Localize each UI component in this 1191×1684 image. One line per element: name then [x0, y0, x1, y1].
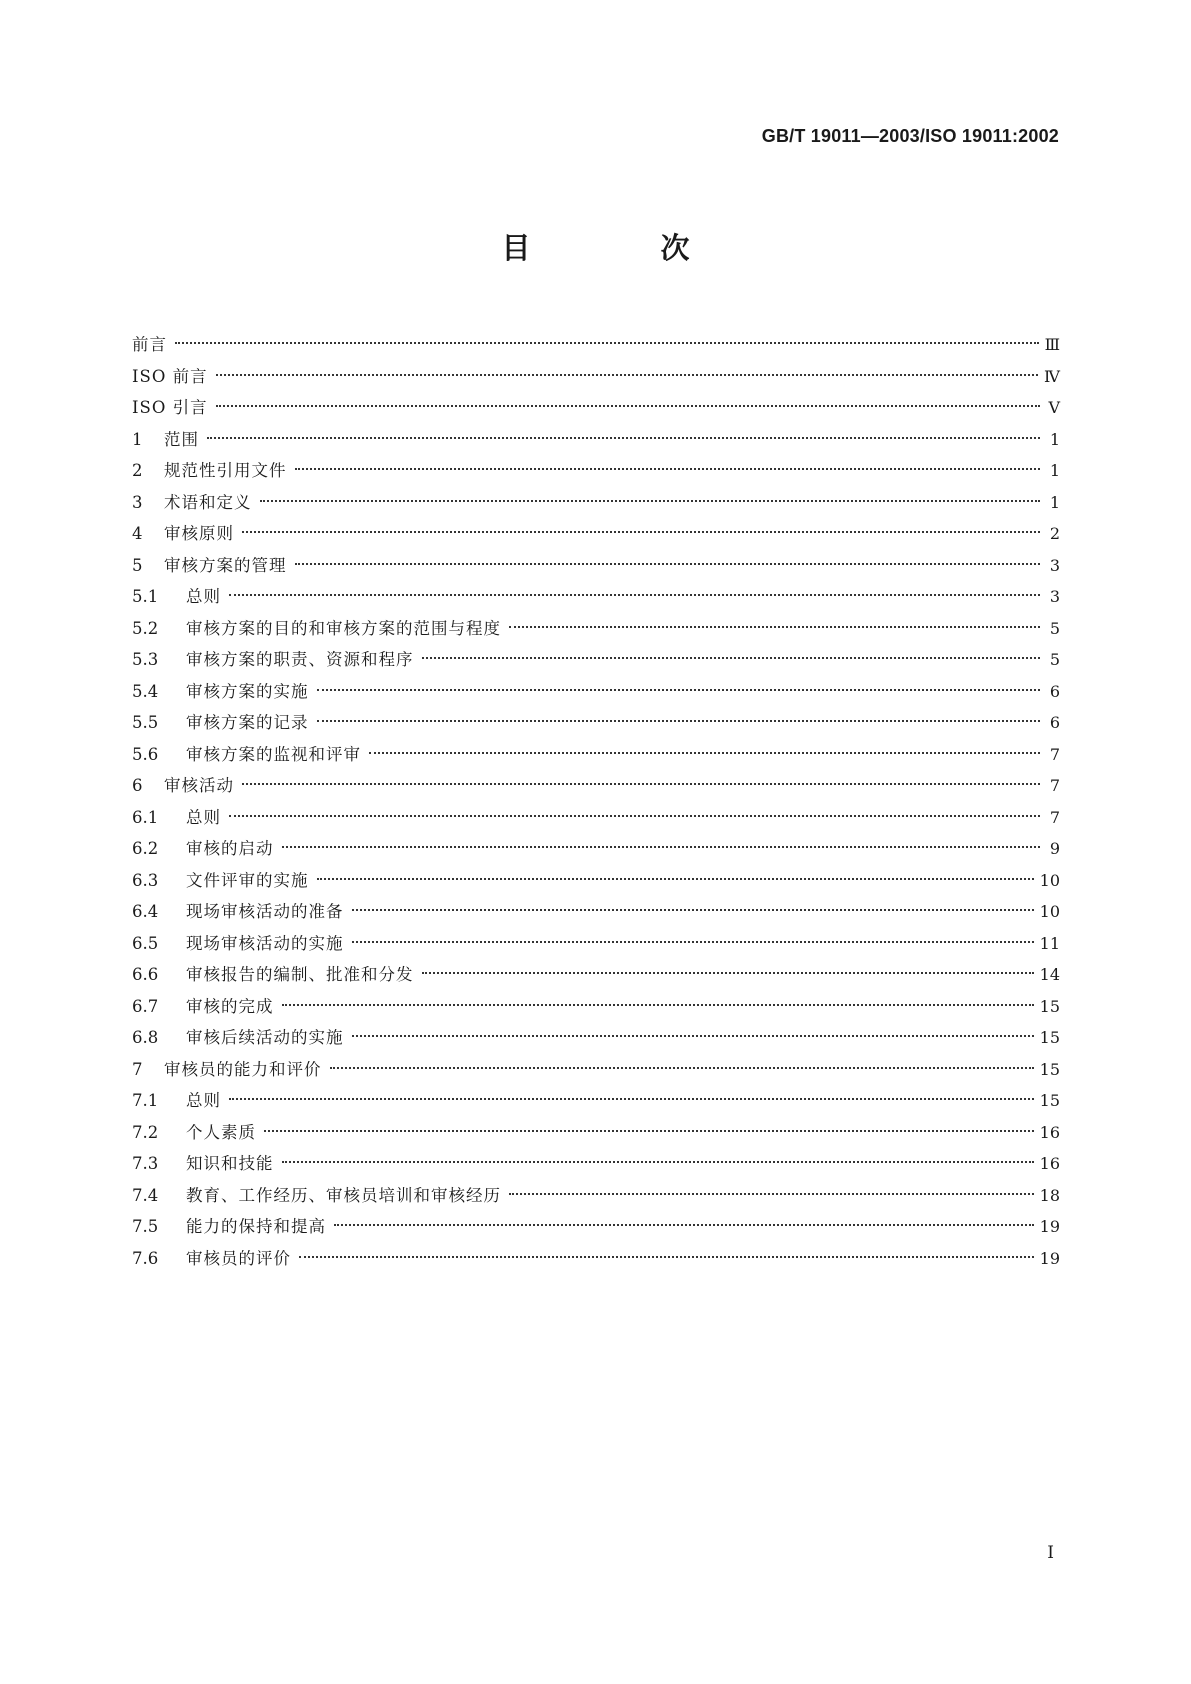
toc-entry-title: 审核后续活动的实施: [186, 1028, 344, 1047]
toc-dot-leader: [229, 795, 1040, 817]
toc-entry-number: 6.4: [132, 902, 159, 921]
toc-entry-number: 5.3: [132, 650, 159, 669]
toc-dot-leader: [317, 669, 1041, 691]
toc-entry-number: 5.4: [132, 681, 159, 701]
toc-entry-page: Ⅴ: [1048, 398, 1060, 417]
toc-entry-number: 7.1: [132, 1091, 159, 1110]
toc-entry-number: 5.5: [132, 713, 159, 732]
toc-dot-leader: [295, 448, 1041, 470]
standard-number-header: GB/T 19011—2003/ISO 19011:2002: [761, 126, 1059, 146]
toc-entry-page: 16: [1039, 1154, 1060, 1173]
toc-entry-page: 15: [1039, 1091, 1060, 1110]
toc-entry-title: 审核方案的监视和评审: [186, 744, 361, 764]
toc-dot-leader: [295, 543, 1041, 565]
toc-entry-title: 教育、工作经历、审核员培训和审核经历: [186, 1185, 501, 1205]
toc-entry-page: 19: [1039, 1248, 1060, 1268]
toc-entry-page: 19: [1039, 1217, 1060, 1236]
toc-entry-title: 总则: [186, 807, 221, 827]
page-title: 目 次: [501, 231, 750, 265]
toc-entry-page: 1: [1049, 429, 1060, 449]
toc-entry-title: 规范性引用文件: [164, 461, 287, 480]
table-of-contents: [132, 328, 1060, 1273]
toc-entry-page: 6: [1049, 713, 1060, 732]
toc-entry-number: 6.5: [132, 933, 159, 953]
toc-entry-title: 审核报告的编制、批准和分发: [186, 965, 414, 984]
toc-entry-page: 7: [1049, 776, 1060, 795]
toc-entry-page: 6: [1049, 681, 1060, 701]
toc-dot-leader: [229, 1078, 1034, 1100]
toc-entry-title: ISO 前言: [132, 366, 208, 386]
toc-entry-number: 7.2: [132, 1122, 159, 1142]
toc-dot-leader: [330, 1047, 1034, 1069]
toc-dot-leader: [207, 417, 1040, 439]
toc-dot-leader: [422, 952, 1034, 974]
toc-dot-leader: [282, 984, 1034, 1006]
toc-entry-title: 审核方案的记录: [186, 713, 309, 732]
toc-dot-leader: [509, 606, 1040, 628]
toc-entry-page: 18: [1039, 1185, 1060, 1205]
toc-dot-leader: [282, 826, 1041, 848]
toc-entry-title: 审核员的能力和评价: [164, 1059, 322, 1079]
toc-entry-title: 前言: [132, 335, 167, 354]
toc-dot-leader: [242, 763, 1040, 785]
toc-dot-leader: [260, 480, 1041, 502]
toc-dot-leader: [352, 889, 1034, 911]
page-folio: I: [1047, 1543, 1054, 1563]
toc-dot-leader: [216, 354, 1038, 376]
toc-entry-title: 现场审核活动的准备: [186, 902, 344, 921]
toc-dot-leader: [352, 921, 1034, 943]
toc-entry-number: 7.6: [132, 1248, 159, 1268]
toc-entry-title: 审核方案的职责、资源和程序: [186, 650, 414, 669]
toc-entry-page: 15: [1039, 1059, 1060, 1079]
toc-entry-title: 知识和技能: [186, 1154, 274, 1173]
toc-entry-page: 2: [1049, 524, 1060, 543]
toc-entry-page: 5: [1049, 618, 1060, 638]
toc-entry-number: 6: [132, 776, 143, 795]
toc-entry-title: 审核活动: [164, 776, 234, 795]
toc-entry-page: 10: [1039, 870, 1060, 890]
toc-entry-page: 1: [1049, 492, 1060, 512]
toc-entry-page: 14: [1039, 965, 1060, 984]
toc-entry-title: 总则: [186, 587, 221, 606]
toc-entry-number: 7: [132, 1059, 143, 1079]
toc-entry-title: 审核方案的管理: [164, 555, 287, 575]
toc-dot-leader: [317, 700, 1041, 722]
toc-entry-page: 11: [1039, 933, 1060, 953]
toc-entry-number: 5.6: [132, 744, 159, 764]
toc-dot-leader: [369, 732, 1040, 754]
toc-entry-title: 审核的完成: [186, 996, 274, 1016]
toc-entry-title: 审核员的评价: [186, 1248, 291, 1268]
toc-entry-number: 5.2: [132, 618, 159, 638]
toc-entry-title: 审核方案的目的和审核方案的范围与程度: [186, 618, 501, 638]
toc-dot-leader: [509, 1173, 1034, 1195]
toc-dot-leader: [242, 511, 1040, 533]
toc-entry-number: 6.3: [132, 870, 159, 890]
toc-entry-number: 6.6: [132, 965, 159, 984]
toc-entry-title: 审核原则: [164, 524, 234, 543]
toc-dot-leader: [264, 1110, 1034, 1132]
toc-entry-page: 9: [1049, 839, 1060, 858]
toc-entry-page: 7: [1049, 744, 1060, 764]
toc-entry-title: 现场审核活动的实施: [186, 933, 344, 953]
toc-dot-leader: [299, 1236, 1034, 1258]
toc-dot-leader: [352, 1015, 1034, 1037]
toc-dot-leader: [216, 385, 1040, 407]
toc-entry-title: 术语和定义: [164, 492, 252, 512]
toc-entry-page: 10: [1039, 902, 1060, 921]
toc-entry-number: 5.1: [132, 587, 159, 606]
toc-entry-page: Ⅲ: [1044, 335, 1060, 354]
toc-entry-page: 15: [1039, 1028, 1060, 1047]
toc-entry-number: 6.8: [132, 1028, 159, 1047]
toc-entry-title: 审核方案的实施: [186, 681, 309, 701]
toc-entry-number: 7.3: [132, 1154, 159, 1173]
toc-dot-leader: [334, 1204, 1034, 1226]
toc-entry-page: 3: [1049, 587, 1060, 606]
toc-entry-title: 范围: [164, 429, 199, 449]
toc-entry[interactable]: [132, 1242, 1060, 1274]
toc-entry-page: 16: [1039, 1122, 1060, 1142]
toc-entry-number: 7.4: [132, 1185, 159, 1205]
toc-entry-title: 个人素质: [186, 1122, 256, 1142]
toc-dot-leader: [175, 322, 1039, 344]
toc-entry-number: 1: [132, 429, 143, 449]
toc-entry-title: ISO 引言: [132, 398, 208, 417]
toc-entry-page: 15: [1039, 996, 1060, 1016]
toc-entry-page: 3: [1049, 555, 1060, 575]
toc-entry-page: 5: [1049, 650, 1060, 669]
toc-entry-number: 2: [132, 461, 143, 480]
toc-entry-number: 6.2: [132, 839, 159, 858]
toc-dot-leader: [422, 637, 1041, 659]
toc-entry-title: 文件评审的实施: [186, 870, 309, 890]
toc-entry-title: 能力的保持和提高: [186, 1217, 326, 1236]
toc-entry-number: 7.5: [132, 1217, 159, 1236]
toc-entry-page: 7: [1049, 807, 1060, 827]
toc-dot-leader: [229, 574, 1040, 596]
toc-entry-number: 6.7: [132, 996, 159, 1016]
toc-dot-leader: [282, 1141, 1034, 1163]
toc-entry-page: 1: [1049, 461, 1060, 480]
toc-entry-title: 总则: [186, 1091, 221, 1110]
toc-entry-number: 3: [132, 492, 143, 512]
toc-entry-number: 5: [132, 555, 143, 575]
toc-dot-leader: [317, 858, 1034, 880]
toc-entry-number: 6.1: [132, 807, 159, 827]
toc-entry-number: 4: [132, 524, 143, 543]
toc-entry-title: 审核的启动: [186, 839, 274, 858]
toc-entry-page: Ⅳ: [1044, 366, 1060, 386]
